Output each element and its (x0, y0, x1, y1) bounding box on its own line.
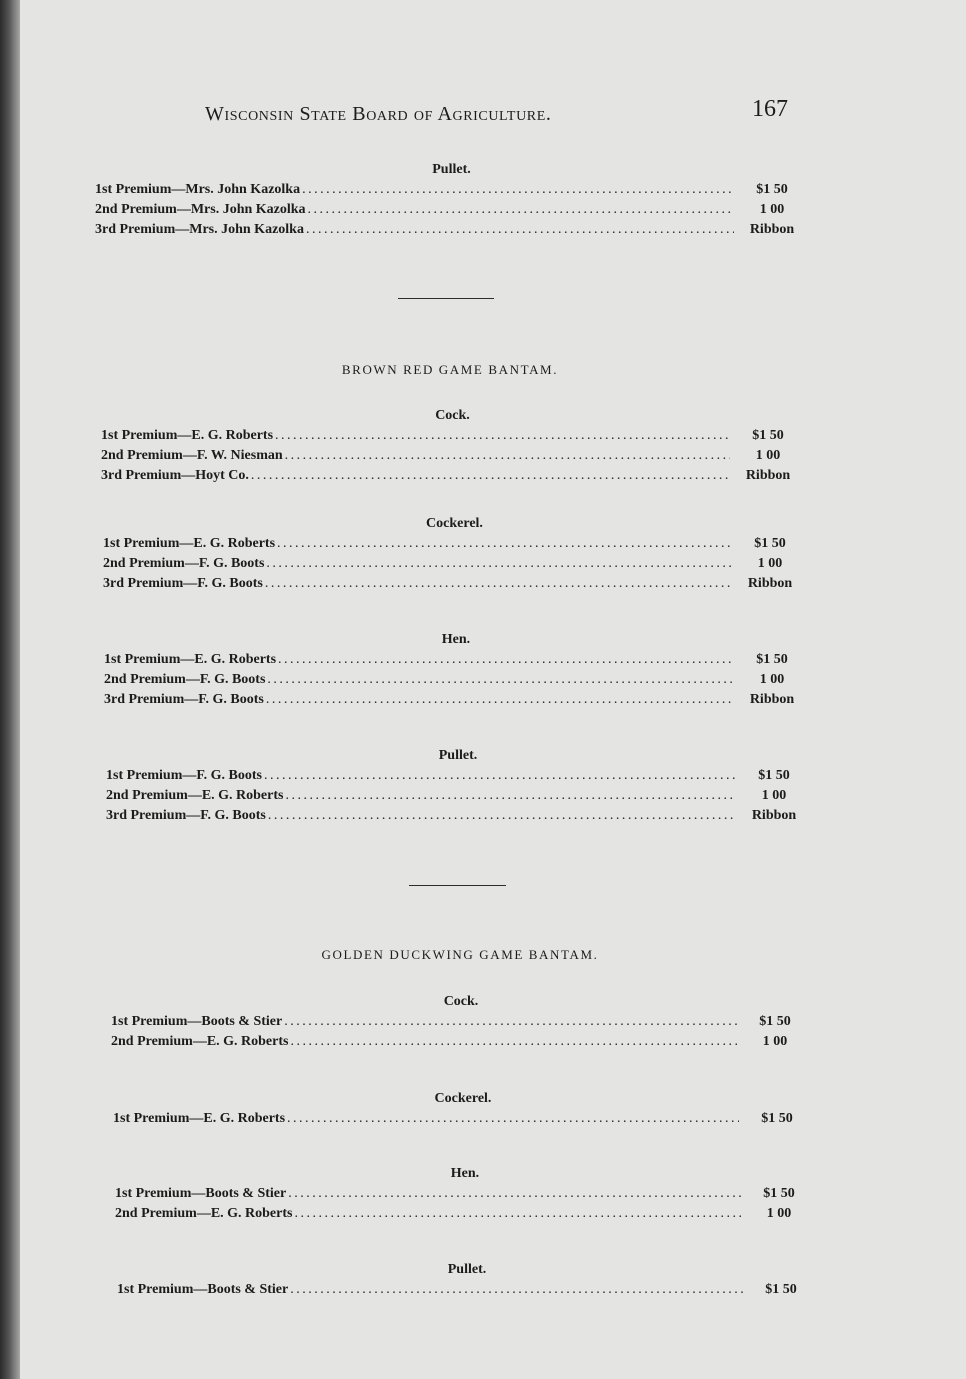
golden-duckwing-cock-list (111, 992, 811, 1052)
dot-leader (287, 1109, 739, 1129)
section-title-brown-red-game-bantam: BROWN RED GAME BANTAM. (341, 362, 559, 377)
golden-duckwing-cockerel-list (113, 1089, 813, 1129)
award-row (115, 1204, 815, 1224)
award-amount: 1 00 (759, 202, 785, 217)
pullet-award-list-top (95, 160, 808, 240)
brown-red-pullet-list (106, 746, 810, 826)
section-divider (398, 298, 494, 299)
class-heading: Cock. (435, 408, 470, 423)
brown-red-cock-list (101, 406, 804, 486)
award-entry: 1st Premium—E. G. Roberts (104, 652, 277, 667)
dot-leader (285, 786, 736, 806)
award-entry: 3rd Premium—F. G. Boots (106, 808, 266, 823)
award-row (106, 766, 810, 786)
award-entry: 2nd Premium—F. G. Boots (103, 556, 265, 571)
class-heading: Cockerel. (434, 1091, 492, 1106)
award-entry: 2nd Premium—Mrs. John Kazolka (95, 202, 306, 217)
award-amount: $1 50 (758, 768, 790, 783)
brown-red-hen-list (104, 630, 808, 710)
class-heading: Pullet. (438, 748, 478, 763)
running-head: Wisconsin State Board of Agriculture. (205, 103, 552, 125)
dot-leader (265, 574, 732, 594)
award-amount: 1 00 (755, 448, 781, 463)
award-row (117, 1280, 817, 1300)
dot-leader (267, 670, 734, 690)
award-row (103, 574, 806, 594)
award-amount: $1 50 (759, 1014, 791, 1029)
award-amount: 1 00 (766, 1206, 792, 1221)
dot-leader (285, 446, 730, 466)
award-entry: 1st Premium—E. G. Roberts (103, 536, 276, 551)
award-entry: 3rd Premium—F. G. Boots (103, 576, 263, 591)
dot-leader (294, 1204, 741, 1224)
award-entry: 1st Premium—Boots & Stier (111, 1014, 283, 1029)
section-divider (409, 885, 506, 886)
award-amount: $1 50 (754, 536, 786, 551)
dot-leader (306, 220, 734, 240)
award-amount: Ribbon (751, 808, 797, 823)
award-row (106, 806, 810, 826)
award-amount: $1 50 (761, 1111, 793, 1126)
award-amount: 1 00 (761, 788, 787, 803)
award-row (103, 554, 806, 574)
award-entry: 1st Premium—E. G. Roberts (101, 428, 274, 443)
award-row (103, 534, 806, 554)
award-amount: Ribbon (749, 692, 795, 707)
award-row (113, 1109, 813, 1129)
class-heading: Hen. (441, 632, 471, 647)
award-entry: 3rd Premium—F. G. Boots (104, 692, 264, 707)
dot-leader (288, 1184, 741, 1204)
class-heading: Cockerel. (426, 516, 483, 531)
award-entry: 1st Premium—Boots & Stier (117, 1282, 289, 1297)
award-row (95, 180, 808, 200)
award-row (101, 426, 804, 446)
award-entry: 2nd Premium—E. G. Roberts (106, 788, 284, 803)
award-entry: 1st Premium—Mrs. John Kazolka (95, 182, 301, 197)
award-amount: $1 50 (763, 1186, 795, 1201)
award-row (106, 786, 810, 806)
award-row (111, 1012, 811, 1032)
award-amount: $1 50 (756, 652, 788, 667)
award-entry: 2nd Premium—F. W. Niesman (101, 448, 283, 463)
dot-leader (266, 554, 732, 574)
golden-duckwing-pullet-list (117, 1260, 817, 1300)
award-row (104, 690, 808, 710)
award-entry: 3rd Premium—Mrs. John Kazolka (95, 222, 304, 237)
award-amount: Ribbon (749, 222, 795, 237)
dot-leader (302, 180, 734, 200)
dot-leader (268, 806, 736, 826)
award-amount: 1 00 (757, 556, 783, 571)
award-row (111, 1032, 811, 1052)
award-amount: $1 50 (752, 428, 784, 443)
award-entry: 1st Premium—F. G. Boots (106, 768, 262, 783)
golden-duckwing-hen-list (115, 1164, 815, 1224)
section-title-golden-duckwing-game-bantam: GOLDEN DUCKWING GAME BANTAM. (321, 947, 599, 962)
dot-leader (277, 534, 732, 554)
award-amount: Ribbon (745, 468, 791, 483)
award-amount: $1 50 (756, 182, 788, 197)
award-entry: 1st Premium—E. G. Roberts (113, 1111, 286, 1126)
class-heading: Pullet. (447, 1262, 487, 1277)
award-row (95, 220, 808, 240)
dot-leader (278, 650, 734, 670)
class-heading: Cock. (443, 994, 479, 1009)
dot-leader (290, 1280, 743, 1300)
dot-leader (308, 200, 734, 220)
award-row (101, 466, 804, 486)
award-entry: 2nd Premium—E. G. Roberts (111, 1034, 289, 1049)
award-row (115, 1184, 815, 1204)
award-row (95, 200, 808, 220)
award-row (104, 650, 808, 670)
award-entry: 1st Premium—Boots & Stier (115, 1186, 287, 1201)
award-entry: 3rd Premium—Hoyt Co. (101, 468, 249, 483)
award-row (101, 446, 804, 466)
award-entry: 2nd Premium—E. G. Roberts (115, 1206, 293, 1221)
dot-leader (251, 466, 730, 486)
dot-leader (275, 426, 730, 446)
award-amount: Ribbon (747, 576, 793, 591)
dot-leader (284, 1012, 737, 1032)
award-row (104, 670, 808, 690)
dot-leader (266, 690, 734, 710)
class-heading: Hen. (450, 1166, 480, 1181)
award-amount: 1 00 (762, 1034, 788, 1049)
dot-leader (264, 766, 736, 786)
dot-leader (290, 1032, 737, 1052)
class-heading: Pullet. (432, 162, 471, 177)
award-amount: $1 50 (765, 1282, 797, 1297)
brown-red-cockerel-list (103, 514, 806, 594)
page-number: 167 (752, 96, 788, 122)
award-amount: 1 00 (759, 672, 785, 687)
award-entry: 2nd Premium—F. G. Boots (104, 672, 266, 687)
